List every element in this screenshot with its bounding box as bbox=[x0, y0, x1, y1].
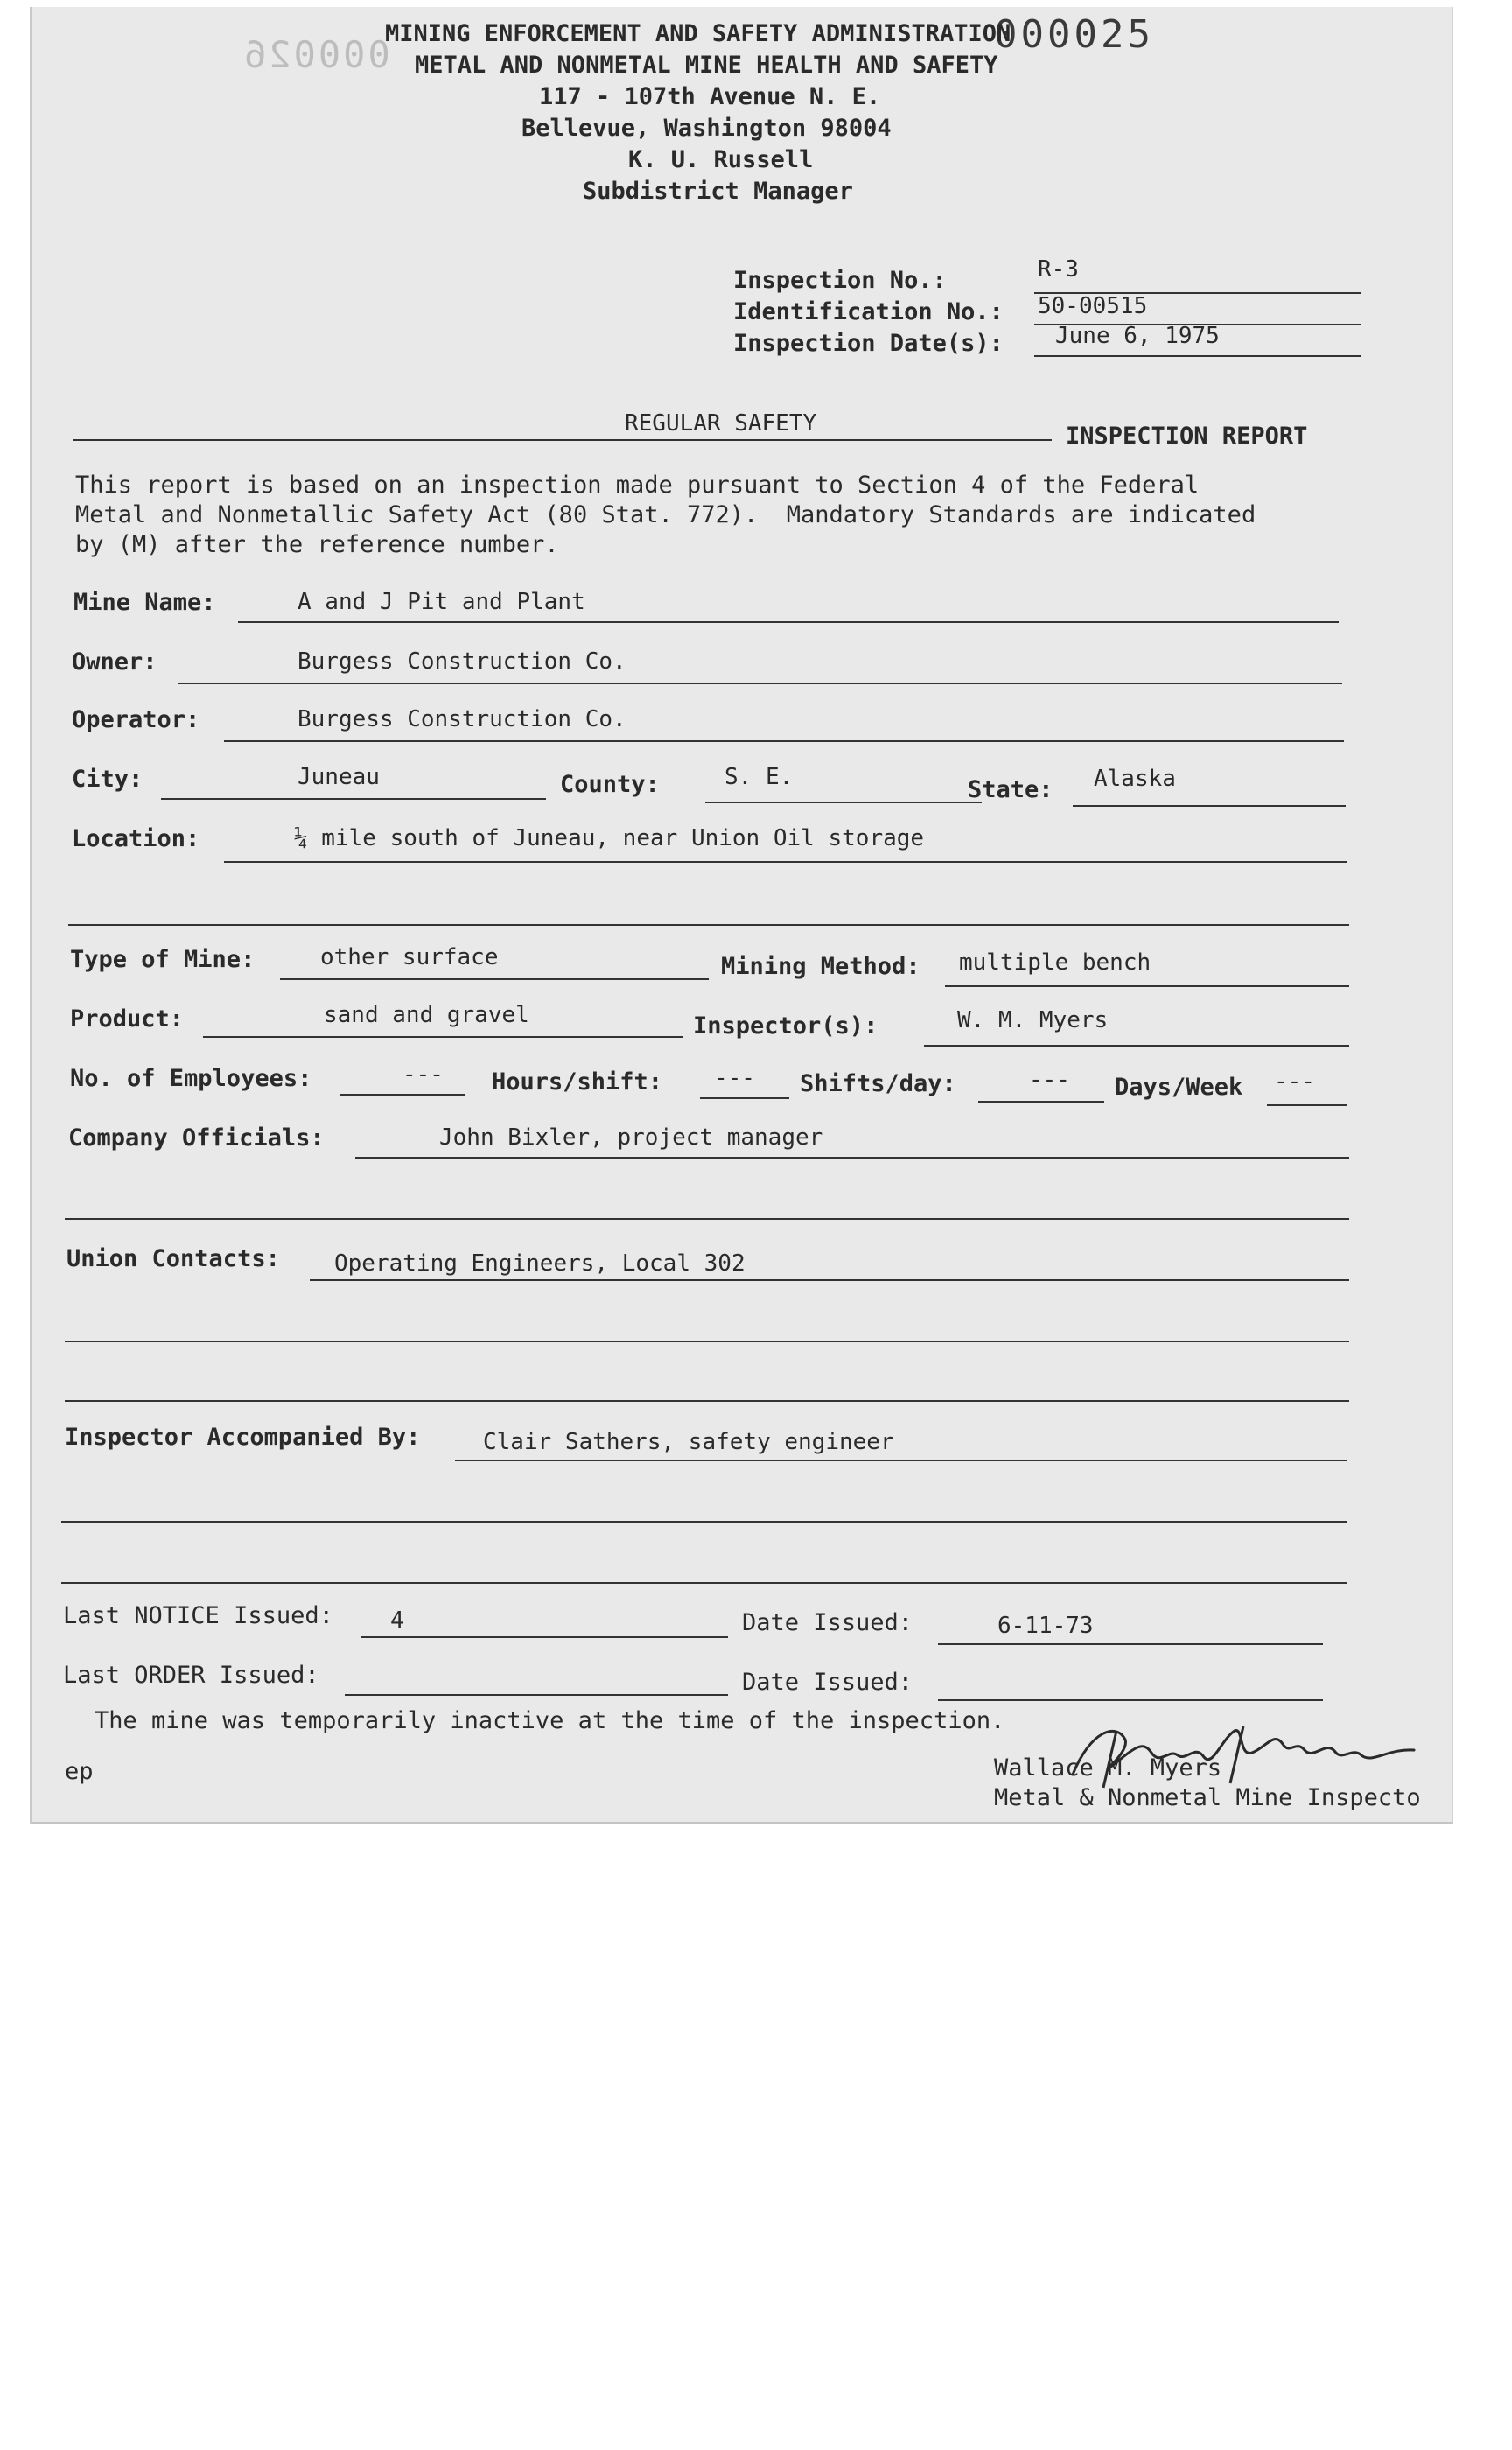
officials-extra-rule bbox=[65, 1218, 1349, 1220]
last-notice-value: 4 bbox=[390, 1607, 404, 1634]
mining-method-label: Mining Method: bbox=[721, 953, 920, 980]
location-value: ¼ mile south of Juneau, near Union Oil storage bbox=[294, 825, 925, 851]
operator-label: Operator: bbox=[72, 706, 200, 733]
employees-label: No. of Employees: bbox=[70, 1065, 312, 1092]
inspectors-rule bbox=[924, 1045, 1349, 1046]
owner-value: Burgess Construction Co. bbox=[298, 648, 626, 675]
owner-rule bbox=[178, 682, 1342, 684]
union-rule bbox=[310, 1279, 1349, 1281]
last-notice-label: Last NOTICE Issued: bbox=[63, 1602, 333, 1629]
hours-rule bbox=[700, 1097, 789, 1099]
days-rule bbox=[1267, 1104, 1348, 1106]
inspection-dates-label: Inspection Date(s): bbox=[733, 330, 1004, 357]
state-rule bbox=[1073, 805, 1346, 807]
notice-date-label: Date Issued: bbox=[742, 1609, 914, 1636]
accompanied-label: Inspector Accompanied By: bbox=[65, 1424, 421, 1451]
inspection-no-label: Inspection No.: bbox=[733, 267, 947, 294]
state-label: State: bbox=[968, 776, 1054, 803]
intro-line-3: by (M) after the reference number. bbox=[75, 531, 559, 558]
days-label: Days/Week bbox=[1115, 1074, 1243, 1101]
city-label: City: bbox=[72, 766, 144, 793]
location-rule bbox=[224, 861, 1348, 863]
operator-rule bbox=[224, 740, 1344, 742]
identification-no-label: Identification No.: bbox=[733, 298, 1004, 326]
signer-title: Metal & Nonmetal Mine Inspecto bbox=[994, 1784, 1421, 1811]
report-type: REGULAR SAFETY bbox=[625, 410, 817, 437]
header-division: METAL AND NONMETAL MINE HEALTH AND SAFETY bbox=[415, 52, 998, 79]
hours-value: --- bbox=[714, 1065, 755, 1091]
document-page bbox=[30, 7, 1453, 1824]
product-value: sand and gravel bbox=[324, 1002, 529, 1028]
inspection-dates-rule bbox=[1034, 355, 1362, 357]
county-rule bbox=[705, 802, 982, 803]
signer-name: Wallace M. Myers bbox=[994, 1754, 1222, 1782]
mine-name-value: A and J Pit and Plant bbox=[298, 589, 585, 615]
type-of-mine-rule bbox=[280, 978, 709, 980]
intro-line-2: Metal and Nonmetallic Safety Act (80 Stat. 772). Mandatory Standards are indicated bbox=[75, 501, 1256, 528]
shifts-rule bbox=[978, 1101, 1104, 1102]
hours-label: Hours/shift: bbox=[492, 1068, 663, 1096]
union-label: Union Contacts: bbox=[66, 1245, 280, 1272]
days-value: --- bbox=[1274, 1068, 1315, 1095]
type-of-mine-label: Type of Mine: bbox=[70, 946, 256, 973]
notice-date-rule bbox=[938, 1643, 1323, 1645]
header-manager-name: K. U. Russell bbox=[628, 146, 814, 173]
inspection-dates-value: June 6, 1975 bbox=[1055, 323, 1220, 349]
county-label: County: bbox=[560, 771, 660, 798]
notice-date-value: 6-11-73 bbox=[998, 1613, 1094, 1639]
order-date-label: Date Issued: bbox=[742, 1669, 914, 1696]
accompanied-extra-rule-2 bbox=[61, 1582, 1348, 1584]
header-street: 117 - 107th Avenue N. E. bbox=[539, 83, 881, 110]
header-city: Bellevue, Washington 98004 bbox=[522, 115, 892, 142]
county-value: S. E. bbox=[724, 764, 794, 790]
employees-rule bbox=[340, 1094, 466, 1096]
identification-no-value: 50-00515 bbox=[1038, 293, 1148, 319]
header-manager-title: Subdistrict Manager bbox=[583, 178, 853, 205]
bleed-through-stamp: 000026 bbox=[242, 33, 390, 76]
state-value: Alaska bbox=[1094, 766, 1176, 792]
inspectors-value: W. M. Myers bbox=[957, 1007, 1109, 1033]
city-value: Juneau bbox=[298, 764, 380, 790]
mine-name-rule bbox=[238, 621, 1339, 623]
union-value: Operating Engineers, Local 302 bbox=[334, 1250, 746, 1277]
mining-method-value: multiple bench bbox=[959, 949, 1152, 976]
shifts-label: Shifts/day: bbox=[800, 1070, 956, 1097]
owner-label: Owner: bbox=[72, 648, 158, 676]
report-title: INSPECTION REPORT bbox=[1066, 423, 1308, 450]
mining-method-rule bbox=[945, 985, 1349, 987]
union-extra-rule-2 bbox=[65, 1400, 1349, 1402]
document-stamp-number: 000025 bbox=[994, 12, 1154, 57]
report-type-rule bbox=[74, 439, 1052, 441]
officials-label: Company Officials: bbox=[68, 1124, 325, 1152]
last-notice-rule bbox=[360, 1636, 728, 1638]
mine-name-label: Mine Name: bbox=[74, 589, 216, 616]
location-extra-rule bbox=[68, 924, 1349, 926]
accompanied-extra-rule-1 bbox=[61, 1521, 1348, 1522]
product-label: Product: bbox=[70, 1005, 185, 1032]
accompanied-value: Clair Sathers, safety engineer bbox=[483, 1429, 894, 1455]
last-order-rule bbox=[345, 1694, 728, 1696]
header-agency: MINING ENFORCEMENT AND SAFETY ADMINISTRATION bbox=[385, 20, 1012, 47]
product-rule bbox=[203, 1036, 682, 1038]
inspectors-label: Inspector(s): bbox=[693, 1012, 878, 1040]
officials-rule bbox=[355, 1157, 1349, 1158]
shifts-value: --- bbox=[1029, 1067, 1070, 1093]
intro-line-1: This report is based on an inspection made pursuant to Section 4 of the Federal bbox=[75, 472, 1200, 499]
union-extra-rule-1 bbox=[65, 1340, 1349, 1342]
operator-value: Burgess Construction Co. bbox=[298, 706, 626, 732]
employees-value: --- bbox=[402, 1061, 444, 1088]
accompanied-rule bbox=[455, 1460, 1348, 1461]
typist-initials: ep bbox=[65, 1758, 94, 1785]
location-label: Location: bbox=[72, 825, 200, 852]
officials-value: John Bixler, project manager bbox=[439, 1124, 823, 1151]
order-date-rule bbox=[938, 1699, 1323, 1701]
last-order-label: Last ORDER Issued: bbox=[63, 1662, 319, 1689]
type-of-mine-value: other surface bbox=[320, 944, 499, 970]
city-rule bbox=[161, 798, 546, 800]
remark: The mine was temporarily inactive at the time of the inspection. bbox=[94, 1707, 1005, 1734]
inspection-no-value: R-3 bbox=[1038, 256, 1079, 283]
